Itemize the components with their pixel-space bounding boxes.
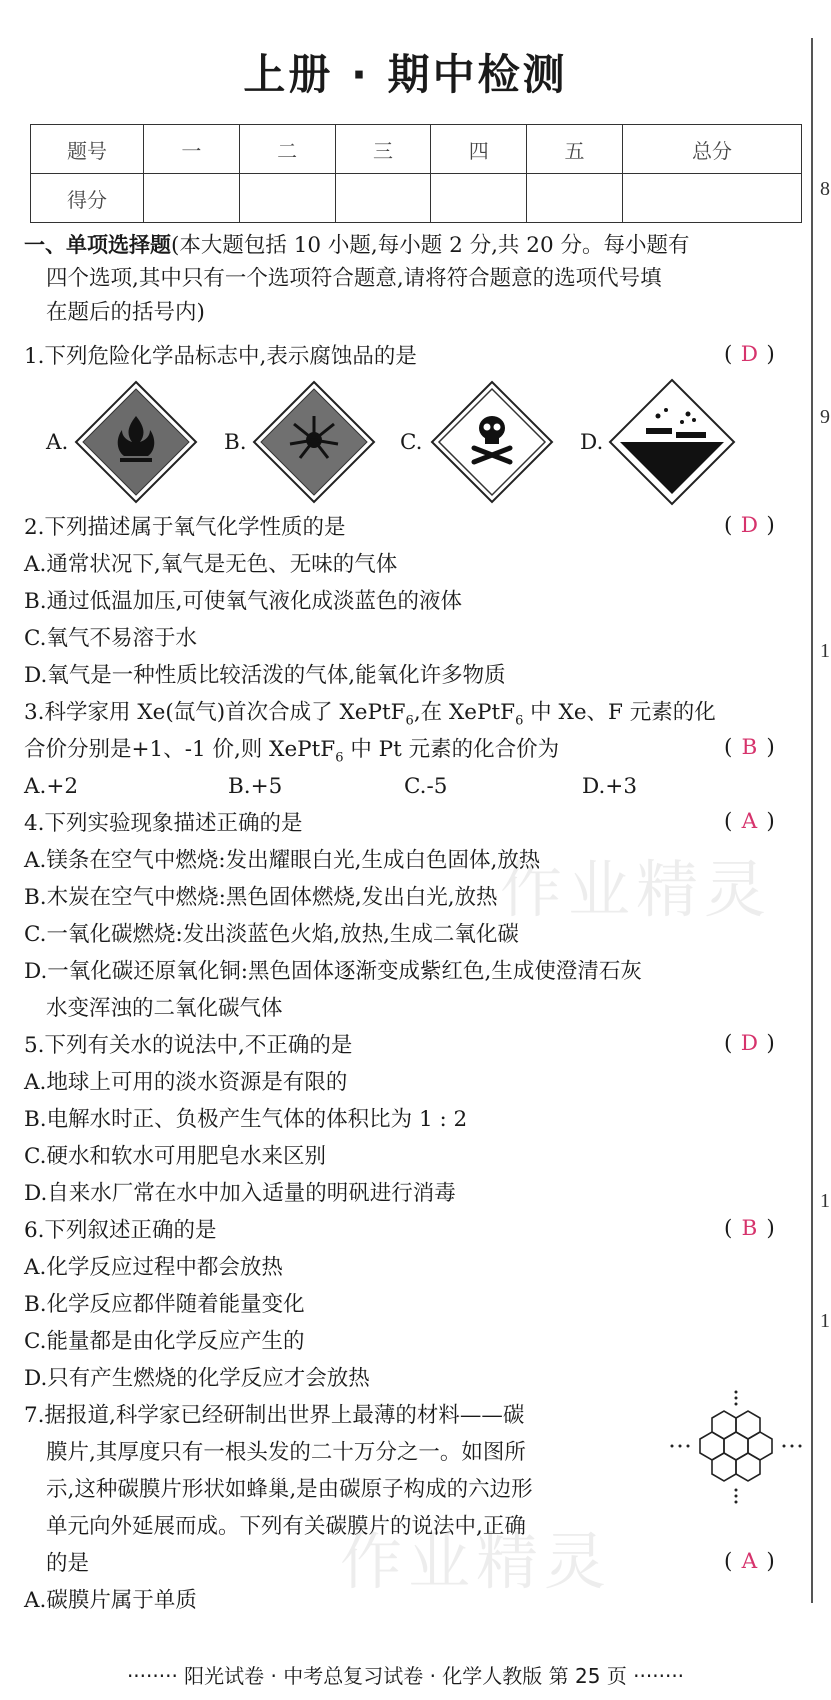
option-text: B.通过低温加压,可使氧气液化成淡蓝色的液体	[24, 589, 462, 614]
option-label: B.	[224, 430, 247, 455]
answer-letter: B	[741, 1216, 758, 1241]
option-label: A.	[46, 430, 69, 455]
answer-letter: A	[741, 809, 758, 834]
margin-mark: 1	[820, 1190, 830, 1212]
table-cell: 一	[144, 125, 240, 174]
option-text: C.能量都是由化学反应产生的	[24, 1329, 305, 1354]
option-text: B.化学反应都伴随着能量变化	[24, 1292, 305, 1317]
option-text: A.+2	[24, 774, 79, 799]
option-text: A.通常状况下,氧气是无色、无味的气体	[24, 552, 398, 577]
answer-bracket: ( A )	[724, 1549, 775, 1574]
option-text: C.一氧化碳燃烧:发出淡蓝色火焰,放热,生成二氧化碳	[24, 922, 519, 947]
question-stem: 膜片,其厚度只有一根头发的二十万分之一。如图所	[46, 1440, 526, 1465]
question-stem: 的是	[46, 1551, 90, 1576]
table-cell: 总分	[622, 125, 801, 174]
answer-bracket: ( D )	[724, 342, 775, 367]
option-text: A.化学反应过程中都会放热	[24, 1255, 283, 1280]
option-text: D.只有产生燃烧的化学反应才会放热	[24, 1366, 370, 1391]
margin-mark: 1	[820, 640, 830, 662]
answer-bracket: ( D )	[724, 513, 775, 538]
option-text: B.电解水时正、负极产生气体的体积比为 1 : 2	[24, 1107, 468, 1132]
table-cell: 五	[527, 125, 623, 174]
page-margin-rule	[811, 38, 813, 1603]
table-cell: 三	[335, 125, 431, 174]
carbon-film-honeycomb-figure	[664, 1388, 804, 1548]
answer-letter: A	[741, 1549, 758, 1574]
score-input-cell[interactable]	[622, 174, 801, 223]
question-stem: 示,这种碳膜片形状如蜂巢,是由碳原子构成的六边形	[46, 1477, 533, 1502]
table-cell: 题号	[31, 125, 144, 174]
question-stem: 3.科学家用 Xe(氙气)首次合成了 XePtF$_6$,在 XePtF$_6$ 中 Xe、F 元素的化	[24, 700, 716, 729]
option-text: 水变浑浊的二氧化碳气体	[46, 996, 283, 1021]
section-note: 四个选项,其中只有一个选项符合题意,请将符合题意的选项代号填	[46, 266, 662, 291]
option-text: A.地球上可用的淡水资源是有限的	[24, 1070, 348, 1095]
score-input-cell[interactable]	[144, 174, 240, 223]
option-text: D.+3	[582, 774, 637, 799]
option-label: C.	[400, 430, 423, 455]
question-stem: 6.下列叙述正确的是	[24, 1218, 217, 1243]
option-text: B.木炭在空气中燃烧:黑色固体燃烧,发出白光,放热	[24, 885, 498, 910]
score-input-cell[interactable]	[527, 174, 623, 223]
explosive-sign-icon	[250, 378, 378, 506]
question-stem: 1.下列危险化学品标志中,表示腐蚀品的是	[24, 344, 417, 369]
table-cell: 得分	[31, 174, 144, 223]
section-heading: 一、单项选择题	[24, 233, 171, 257]
answer-bracket: ( D )	[724, 1031, 775, 1056]
watermark: 作业精灵	[500, 853, 773, 926]
score-table	[30, 124, 802, 223]
question-stem: 4.下列实验现象描述正确的是	[24, 811, 303, 836]
question-stem: 合价分别是+1、-1 价,则 XePtF$_6$ 中 Pt 元素的化合价为	[24, 737, 560, 766]
score-table-header-row	[31, 125, 802, 174]
margin-mark: 9	[820, 406, 830, 428]
table-cell: 二	[239, 125, 335, 174]
answer-letter: D	[740, 1031, 759, 1056]
answer-bracket: ( A )	[724, 809, 775, 834]
option-label: D.	[580, 430, 604, 455]
question-stem: 2.下列描述属于氧气化学性质的是	[24, 515, 346, 540]
option-text: A.镁条在空气中燃烧:发出耀眼白光,生成白色固体,放热	[24, 848, 541, 873]
page-footer: ········ 阳光试卷 · 中考总复习试卷 · 化学人教版 第 25 页 ········	[126, 1664, 685, 1688]
answer-letter: B	[741, 735, 758, 760]
page-title: 上册 · 期中检测	[243, 50, 568, 99]
option-text: D.一氧化碳还原氧化铜:黑色固体逐渐变成紫红色,生成使澄清石灰	[24, 959, 642, 984]
section-note: (本大题包括 10 小题,每小题 2 分,共 20 分。每小题有	[171, 233, 690, 258]
option-text: B.+5	[228, 774, 283, 799]
margin-mark: 8	[820, 178, 830, 200]
corrosive-sign-icon	[606, 376, 738, 508]
margin-mark: 1	[820, 1310, 830, 1332]
option-text: C.-5	[404, 774, 448, 799]
option-text: D.自来水厂常在水中加入适量的明矾进行消毒	[24, 1181, 456, 1206]
score-input-cell[interactable]	[431, 174, 527, 223]
flammable-sign-icon	[72, 378, 200, 506]
answer-bracket: ( B )	[724, 1216, 775, 1241]
watermark: 作业精灵	[340, 1525, 613, 1598]
toxic-skull-sign-icon	[428, 378, 556, 506]
section-heading-line	[24, 230, 689, 261]
option-text: C.硬水和软水可用肥皂水来区别	[24, 1144, 327, 1169]
score-input-cell[interactable]	[239, 174, 335, 223]
table-cell: 四	[431, 125, 527, 174]
score-input-cell[interactable]	[335, 174, 431, 223]
option-text: A.碳膜片属于单质	[24, 1588, 197, 1613]
answer-bracket: ( B )	[724, 735, 775, 760]
question-stem: 7.据报道,科学家已经研制出世界上最薄的材料——碳	[24, 1403, 525, 1428]
score-table-score-row	[31, 174, 802, 223]
answer-letter: D	[740, 513, 759, 538]
section-note: 在题后的括号内)	[46, 300, 205, 325]
question-stem: 5.下列有关水的说法中,不正确的是	[24, 1033, 353, 1058]
option-text: D.氧气是一种性质比较活泼的气体,能氧化许多物质	[24, 663, 506, 688]
question-stem: 单元向外延展而成。下列有关碳膜片的说法中,正确	[46, 1514, 526, 1539]
answer-letter: D	[740, 342, 759, 367]
option-text: C.氧气不易溶于水	[24, 626, 198, 651]
